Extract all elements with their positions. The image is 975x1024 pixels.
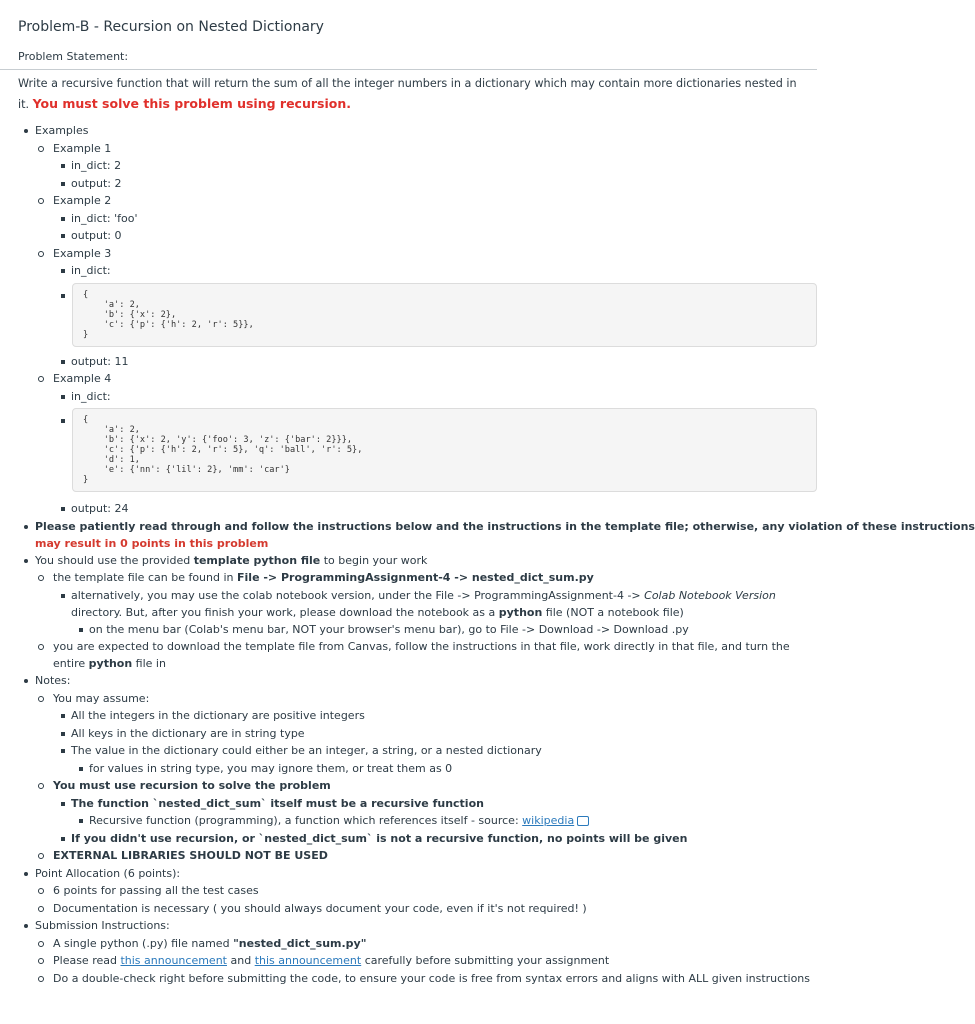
list-item: Example 3 [0, 245, 817, 263]
list-item: output: 11 [0, 353, 817, 371]
list-item: If you didn't use recursion, or `nested_dict_sum` is not a recursive function, no points will be given [0, 830, 817, 848]
bullet [61, 419, 65, 423]
list-item: output: 0 [0, 227, 817, 245]
list-item: Example 1 [0, 140, 817, 158]
announcement-link-1[interactable]: this announcement [120, 954, 227, 967]
list-item: Example 2 [0, 192, 817, 210]
intro-paragraph [18, 74, 808, 115]
announcement-link-2[interactable]: this announcement [254, 954, 362, 967]
list-item: Recursive function (programming), a function which references itself - source: wikipedia [0, 812, 817, 830]
divider [0, 69, 817, 70]
list-item: All the integers in the dictionary are positive integers [0, 707, 817, 725]
list-item: Submission Instructions: [0, 917, 817, 935]
external-link-icon [577, 816, 589, 826]
list-item: alternatively, you may use the colab notebook version, under the File -> ProgrammingAssignment-4 -> Colab Notebook Version directory. But, after you finish your work, please download the notebook as a python file (NOT a notebook file) [0, 587, 817, 621]
list-item: in_dict: [0, 262, 817, 280]
code-block-example-4: { 'a': 2, 'b': {'x': 2, 'y': {'foo': 3, 'z': {'bar': 2}}}, 'c': {'p': {'h': 2, 'r': 5}, 'q': 'ball', 'r': 5}, 'd': 1, 'e': {'nn': {'lil': 2}, 'mm': 'car'} } [72, 408, 817, 492]
list-item: EXTERNAL LIBRARIES SHOULD NOT BE USED [0, 847, 817, 865]
list-item: Point Allocation (6 points): [0, 865, 817, 883]
list-item: Please patiently read through and follow the instructions below and the instructions in the template file; otherwise, any violation of these instructions may result in 0 points in this problem [0, 518, 817, 552]
wikipedia-link[interactable]: wikipedia [522, 814, 575, 827]
list-item: Examples [0, 122, 817, 140]
list-item: You may assume: [0, 690, 817, 708]
list-item: output: 24 [0, 500, 817, 518]
list-item: The value in the dictionary could either be an integer, a string, or a nested dictionary [0, 742, 817, 760]
list-item: the template file can be found in File -> ProgrammingAssignment-4 -> nested_dict_sum.py [0, 569, 817, 587]
list-item: Documentation is necessary ( you should always document your code, even if it's not required! ) [0, 900, 817, 918]
code-block-example-3: { 'a': 2, 'b': {'x': 2}, 'c': {'p': {'h': 2, 'r': 5}}, } [72, 283, 817, 347]
list-item: in_dict: 'foo' [0, 210, 817, 228]
intro-text: Write a recursive function that will return the sum of all the integer numbers in a dictionary which may contain more dictionaries nested in it. [18, 77, 797, 111]
list-item: The function `nested_dict_sum` itself must be a recursive function [0, 795, 817, 813]
list-item: Please read this announcement and this announcement carefully before submitting your assignment [0, 952, 817, 970]
content [0, 122, 975, 987]
list-item: in_dict: 2 [0, 157, 817, 175]
bullet [61, 294, 65, 298]
list-item: 6 points for passing all the test cases [0, 882, 817, 900]
list-item: you are expected to download the template file from Canvas, follow the instructions in that file, work directly in that file, and turn the entire python file in [0, 638, 817, 672]
code-item [0, 283, 817, 347]
list-item: output: 2 [0, 175, 817, 193]
list-item: in_dict: [0, 388, 817, 406]
code-item [0, 408, 817, 492]
list-item: You should use the provided template python file to begin your work [0, 552, 817, 570]
list-item: You must use recursion to solve the problem [0, 777, 817, 795]
list-item: Notes: [0, 672, 817, 690]
list-item: All keys in the dictionary are in string type [0, 725, 817, 743]
list-item: for values in string type, you may ignore them, or treat them as 0 [0, 760, 817, 778]
list-item: A single python (.py) file named "nested_dict_sum.py" [0, 935, 817, 953]
list-item: Example 4 [0, 370, 817, 388]
page-title: Problem-B - Recursion on Nested Dictionary [18, 19, 324, 35]
intro-emphasis: You must solve this problem using recursion. [32, 96, 351, 111]
list-item: Do a double-check right before submitting the code, to ensure your code is free from syntax errors and aligns with ALL given instructions [0, 970, 817, 988]
list-item: on the menu bar (Colab's menu bar, NOT your browser's menu bar), go to File -> Download -> Download .py [0, 621, 817, 639]
problem-statement-label: Problem Statement: [18, 50, 129, 63]
